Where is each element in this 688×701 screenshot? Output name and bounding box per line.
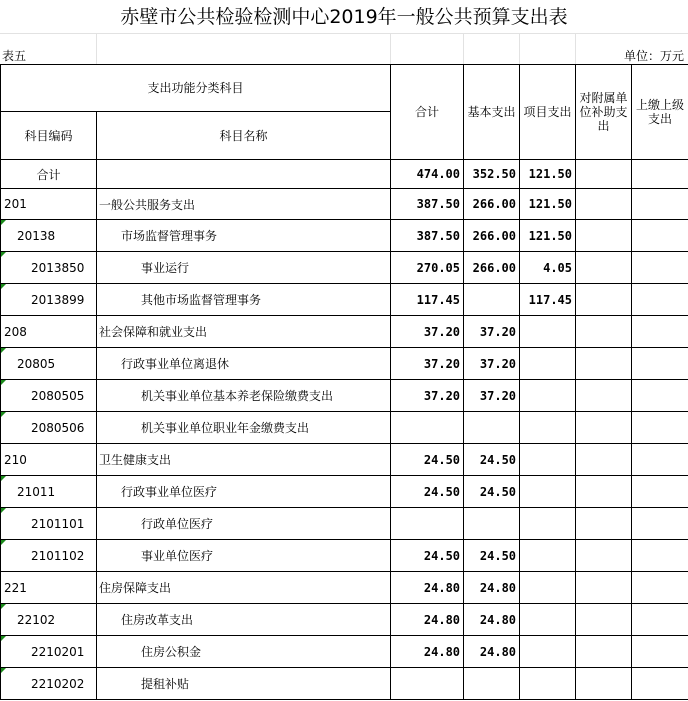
cell-code: 208 — [1, 316, 97, 348]
table-row — [1, 668, 688, 700]
cell-basic: 266.00 — [464, 252, 520, 284]
cell-name: 住房改革支出 — [97, 604, 391, 636]
table-label: 表五 — [2, 49, 27, 63]
cell-basic: 37.20 — [464, 380, 520, 412]
header-code: 科目编码 — [1, 112, 97, 160]
cell-project — [520, 316, 576, 348]
cell-project — [520, 476, 576, 508]
cell-name: 机关事业单位基本养老保险缴费支出 — [97, 380, 391, 412]
header-group: 支出功能分类科目 — [1, 65, 391, 112]
cell-code: 2080505 — [1, 380, 97, 412]
cell-subsidy — [576, 160, 632, 189]
table-row — [1, 540, 688, 572]
cell-subsidy — [576, 412, 632, 444]
cell-upper — [632, 668, 688, 700]
cell-subsidy — [576, 380, 632, 412]
cell-code: 20805 — [1, 348, 97, 380]
cell-total: 24.50 — [391, 540, 464, 572]
cell-total — [391, 412, 464, 444]
cell-project — [520, 604, 576, 636]
cell-project: 121.50 — [520, 160, 576, 189]
cell-code: 20138 — [1, 220, 97, 252]
cell-name: 事业运行 — [97, 252, 391, 284]
table-row — [1, 508, 688, 540]
cell-subsidy — [576, 508, 632, 540]
cell-code: 合计 — [1, 160, 97, 189]
cell-upper — [632, 316, 688, 348]
table-row — [1, 444, 688, 476]
cell-project — [520, 636, 576, 668]
budget-table — [0, 64, 688, 700]
cell-name: 一般公共服务支出 — [97, 189, 391, 220]
cell-code: 21011 — [1, 476, 97, 508]
table-row — [1, 636, 688, 668]
cell-basic: 24.50 — [464, 540, 520, 572]
cell-name: 住房公积金 — [97, 636, 391, 668]
cell-basic: 266.00 — [464, 189, 520, 220]
cell-upper — [632, 189, 688, 220]
cell-total: 37.20 — [391, 348, 464, 380]
cell-total: 24.80 — [391, 572, 464, 604]
cell-project — [520, 444, 576, 476]
cell-code: 2101101 — [1, 508, 97, 540]
table-subheader-row — [0, 34, 688, 64]
cell-basic: 24.50 — [464, 444, 520, 476]
cell-total: 37.20 — [391, 316, 464, 348]
cell-name: 行政事业单位医疗 — [97, 476, 391, 508]
table-row — [1, 476, 688, 508]
unit-label: 单位：万元 — [623, 49, 684, 63]
cell-total: 387.50 — [391, 189, 464, 220]
cell-total: 24.50 — [391, 444, 464, 476]
header-total: 合计 — [391, 65, 464, 160]
cell-subsidy — [576, 348, 632, 380]
cell-total: 24.80 — [391, 636, 464, 668]
header-project: 项目支出 — [520, 65, 576, 160]
cell-basic: 352.50 — [464, 160, 520, 189]
cell-subsidy — [576, 284, 632, 316]
cell-name: 住房保障支出 — [97, 572, 391, 604]
cell-project: 117.45 — [520, 284, 576, 316]
cell-subsidy — [576, 316, 632, 348]
table-row — [1, 412, 688, 444]
cell-upper — [632, 220, 688, 252]
header-row — [1, 65, 688, 112]
cell-basic — [464, 668, 520, 700]
table-row — [1, 160, 688, 189]
cell-name: 提租补贴 — [97, 668, 391, 700]
faint-gridline — [390, 34, 391, 64]
cell-upper — [632, 540, 688, 572]
cell-project: 121.50 — [520, 220, 576, 252]
cell-project: 121.50 — [520, 189, 576, 220]
cell-upper — [632, 444, 688, 476]
page-title: 赤壁市公共检验检测中心2019年一般公共预算支出表 — [120, 6, 568, 28]
cell-basic: 24.80 — [464, 572, 520, 604]
cell-total — [391, 668, 464, 700]
header-upper: 上缴上级支出 — [632, 65, 688, 160]
cell-name: 其他市场监督管理事务 — [97, 284, 391, 316]
table-row — [1, 604, 688, 636]
table-row — [1, 348, 688, 380]
table-row — [1, 220, 688, 252]
cell-upper — [632, 572, 688, 604]
table-row — [1, 284, 688, 316]
cell-subsidy — [576, 636, 632, 668]
cell-name: 事业单位医疗 — [97, 540, 391, 572]
cell-code: 2080506 — [1, 412, 97, 444]
cell-upper — [632, 252, 688, 284]
cell-project — [520, 348, 576, 380]
cell-upper — [632, 412, 688, 444]
cell-subsidy — [576, 668, 632, 700]
cell-upper — [632, 476, 688, 508]
cell-name: 卫生健康支出 — [97, 444, 391, 476]
cell-upper — [632, 508, 688, 540]
cell-subsidy — [576, 604, 632, 636]
cell-code: 2013899 — [1, 284, 97, 316]
table-row — [1, 572, 688, 604]
cell-subsidy — [576, 572, 632, 604]
cell-total: 24.80 — [391, 604, 464, 636]
cell-basic — [464, 412, 520, 444]
cell-basic: 37.20 — [464, 348, 520, 380]
cell-total: 387.50 — [391, 220, 464, 252]
cell-name: 市场监督管理事务 — [97, 220, 391, 252]
cell-total: 270.05 — [391, 252, 464, 284]
cell-basic: 37.20 — [464, 316, 520, 348]
cell-upper — [632, 604, 688, 636]
cell-code: 2210202 — [1, 668, 97, 700]
faint-gridline — [575, 34, 576, 64]
table-row — [1, 189, 688, 220]
cell-total: 24.50 — [391, 476, 464, 508]
cell-code: 221 — [1, 572, 97, 604]
cell-name: 行政单位医疗 — [97, 508, 391, 540]
cell-total: 474.00 — [391, 160, 464, 189]
cell-project — [520, 412, 576, 444]
cell-code: 201 — [1, 189, 97, 220]
table-row — [1, 380, 688, 412]
cell-project — [520, 572, 576, 604]
cell-upper — [632, 284, 688, 316]
cell-project — [520, 380, 576, 412]
cell-upper — [632, 160, 688, 189]
faint-gridline — [519, 34, 520, 64]
cell-code: 210 — [1, 444, 97, 476]
cell-code: 2210201 — [1, 636, 97, 668]
cell-basic: 24.80 — [464, 604, 520, 636]
cell-project — [520, 508, 576, 540]
cell-total: 117.45 — [391, 284, 464, 316]
cell-subsidy — [576, 476, 632, 508]
cell-name: 社会保障和就业支出 — [97, 316, 391, 348]
cell-upper — [632, 380, 688, 412]
cell-name — [97, 160, 391, 189]
cell-name: 机关事业单位职业年金缴费支出 — [97, 412, 391, 444]
cell-upper — [632, 636, 688, 668]
cell-code: 2101102 — [1, 540, 97, 572]
cell-upper — [632, 348, 688, 380]
cell-total — [391, 508, 464, 540]
cell-subsidy — [576, 252, 632, 284]
cell-project — [520, 540, 576, 572]
cell-basic: 24.50 — [464, 476, 520, 508]
cell-subsidy — [576, 189, 632, 220]
header-name: 科目名称 — [97, 112, 391, 160]
cell-name: 行政事业单位离退休 — [97, 348, 391, 380]
cell-subsidy — [576, 444, 632, 476]
cell-total: 37.20 — [391, 380, 464, 412]
cell-basic — [464, 508, 520, 540]
cell-code: 2013850 — [1, 252, 97, 284]
cell-subsidy — [576, 540, 632, 572]
faint-gridline — [463, 34, 464, 64]
table-row — [1, 316, 688, 348]
cell-subsidy — [576, 220, 632, 252]
header-basic: 基本支出 — [464, 65, 520, 160]
cell-basic: 24.80 — [464, 636, 520, 668]
cell-code: 22102 — [1, 604, 97, 636]
header-subsidy: 对附属单位补助支出 — [576, 65, 632, 160]
cell-project: 4.05 — [520, 252, 576, 284]
cell-project — [520, 668, 576, 700]
cell-basic: 266.00 — [464, 220, 520, 252]
cell-basic — [464, 284, 520, 316]
faint-gridline — [96, 34, 97, 64]
table-row — [1, 252, 688, 284]
